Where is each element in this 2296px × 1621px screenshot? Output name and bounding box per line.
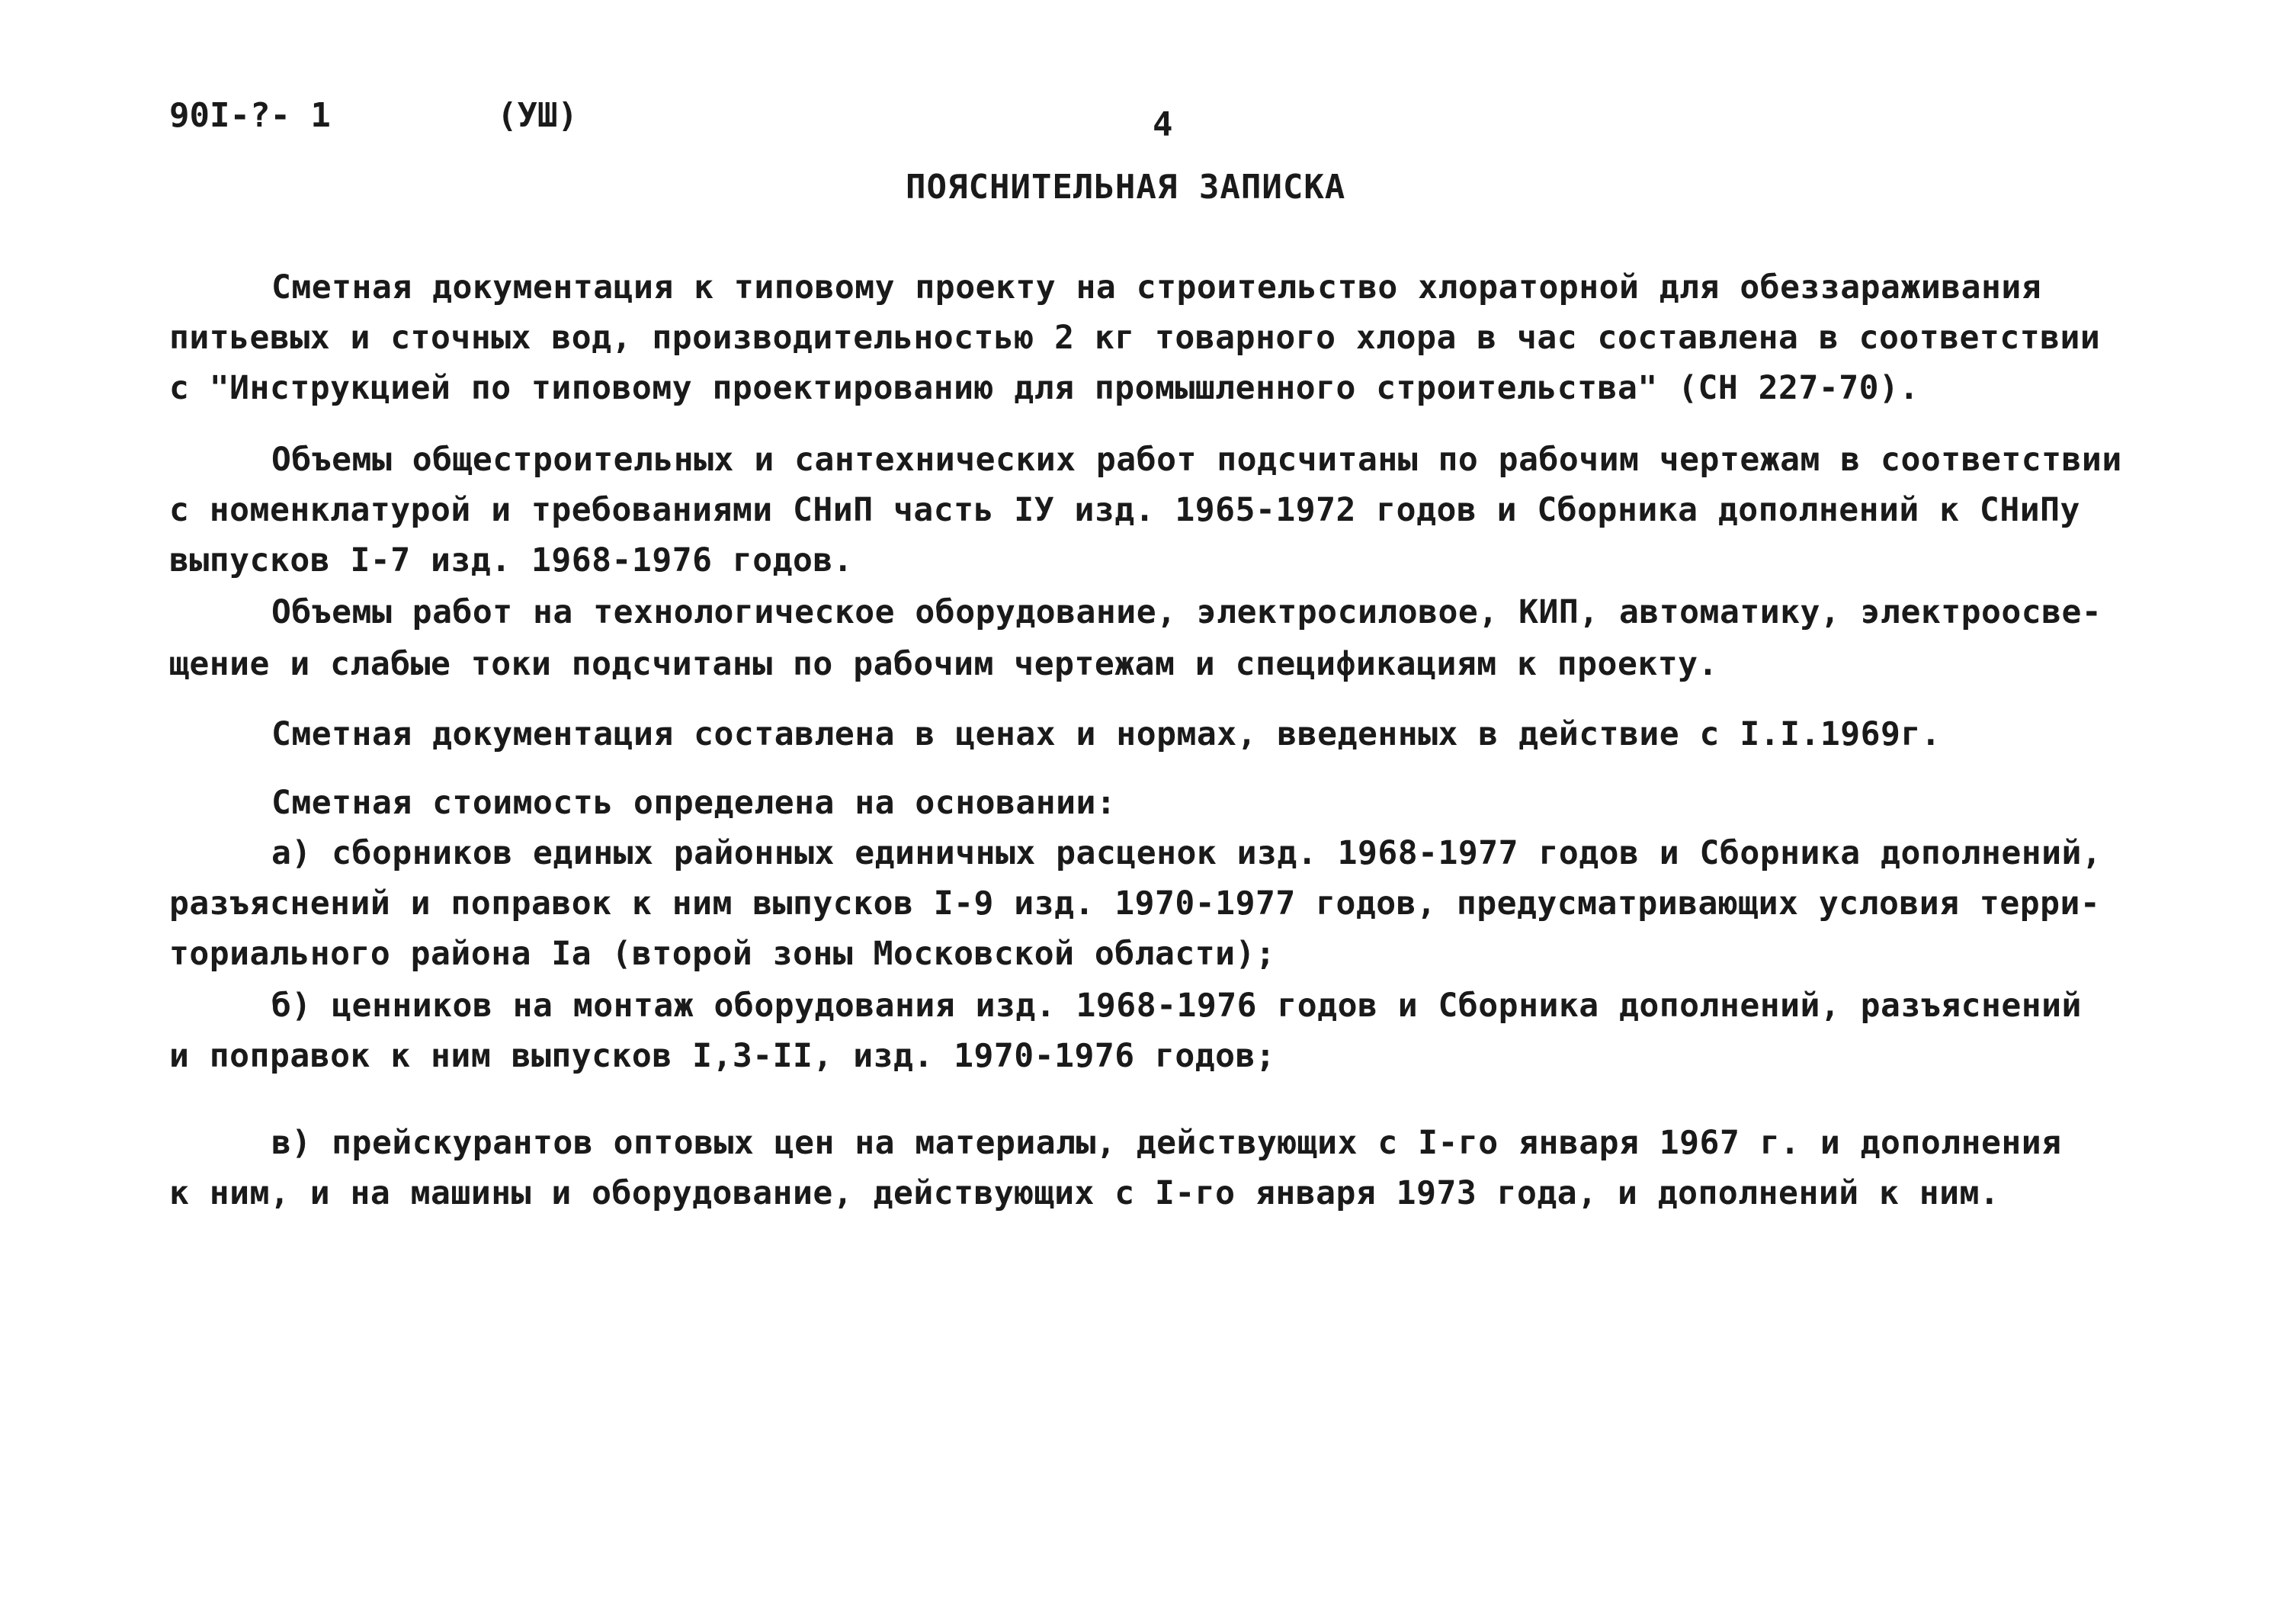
text-line: ториального района Iа (второй зоны Московской области);	[169, 935, 1276, 973]
text-line: Сметная документация к типовому проекту на строительство хлораторной для обеззараживания	[271, 268, 2042, 307]
text-line: и поправок к ним выпусков I,3-II, изд. 1970-1976 годов;	[169, 1037, 1276, 1075]
text-line: к ним, и на машины и оборудование, действующих с I-го января 1973 года, и дополнений к ним.	[169, 1174, 2000, 1212]
text-line: Объемы работ на технологическое оборудование, электросиловое, КИП, автоматику, электроосве-	[271, 593, 2102, 631]
text-line: Сметная стоимость определена на основании:	[271, 784, 1117, 822]
text-line: питьевых и сточных вод, производительностью 2 кг товарного хлора в час составлена в соответствии	[169, 319, 2101, 357]
text-line: а) сборников единых районных единичных расценок изд. 1968-1977 годов и Сборника дополнений,	[271, 834, 2102, 872]
text-line: Сметная документация составлена в ценах и нормах, введенных в действие с I.I.1969г.	[271, 715, 1942, 753]
text-line: б) ценников на монтаж оборудования изд. 1968-1976 годов и Сборника дополнений, разъяснений	[271, 987, 2082, 1025]
page-number: 4	[1153, 105, 1173, 144]
text-line: выпусков I-7 изд. 1968-1976 годов.	[169, 541, 854, 579]
document-section-roman: (УШ)	[497, 96, 578, 135]
text-line: с номенклатурой и требованиями СНиП часть IУ изд. 1965-1972 годов и Сборника дополнений к СНиПу	[169, 491, 2080, 529]
text-line: Объемы общестроительных и сантехнических работ подсчитаны по рабочим чертежам в соответствии	[271, 441, 2122, 479]
text-line: с "Инструкцией по типовому проектированию для промышленного строительства" (СН 227-70).	[169, 369, 1919, 407]
text-line: разъяснений и поправок к ним выпусков I-9 изд. 1970-1977 годов, предусматривающих условия терри-	[169, 884, 2101, 923]
text-line: в) прейскурантов оптовых цен на материалы, действующих с I-го января 1967 г. и дополнения	[271, 1124, 2062, 1162]
document-code: 90I-?- 1	[169, 96, 331, 135]
document-title: ПОЯСНИТЕЛЬНАЯ ЗАПИСКА	[906, 168, 1346, 207]
text-line: щение и слабые токи подсчитаны по рабочим чертежам и спецификациям к проекту.	[169, 645, 1718, 683]
